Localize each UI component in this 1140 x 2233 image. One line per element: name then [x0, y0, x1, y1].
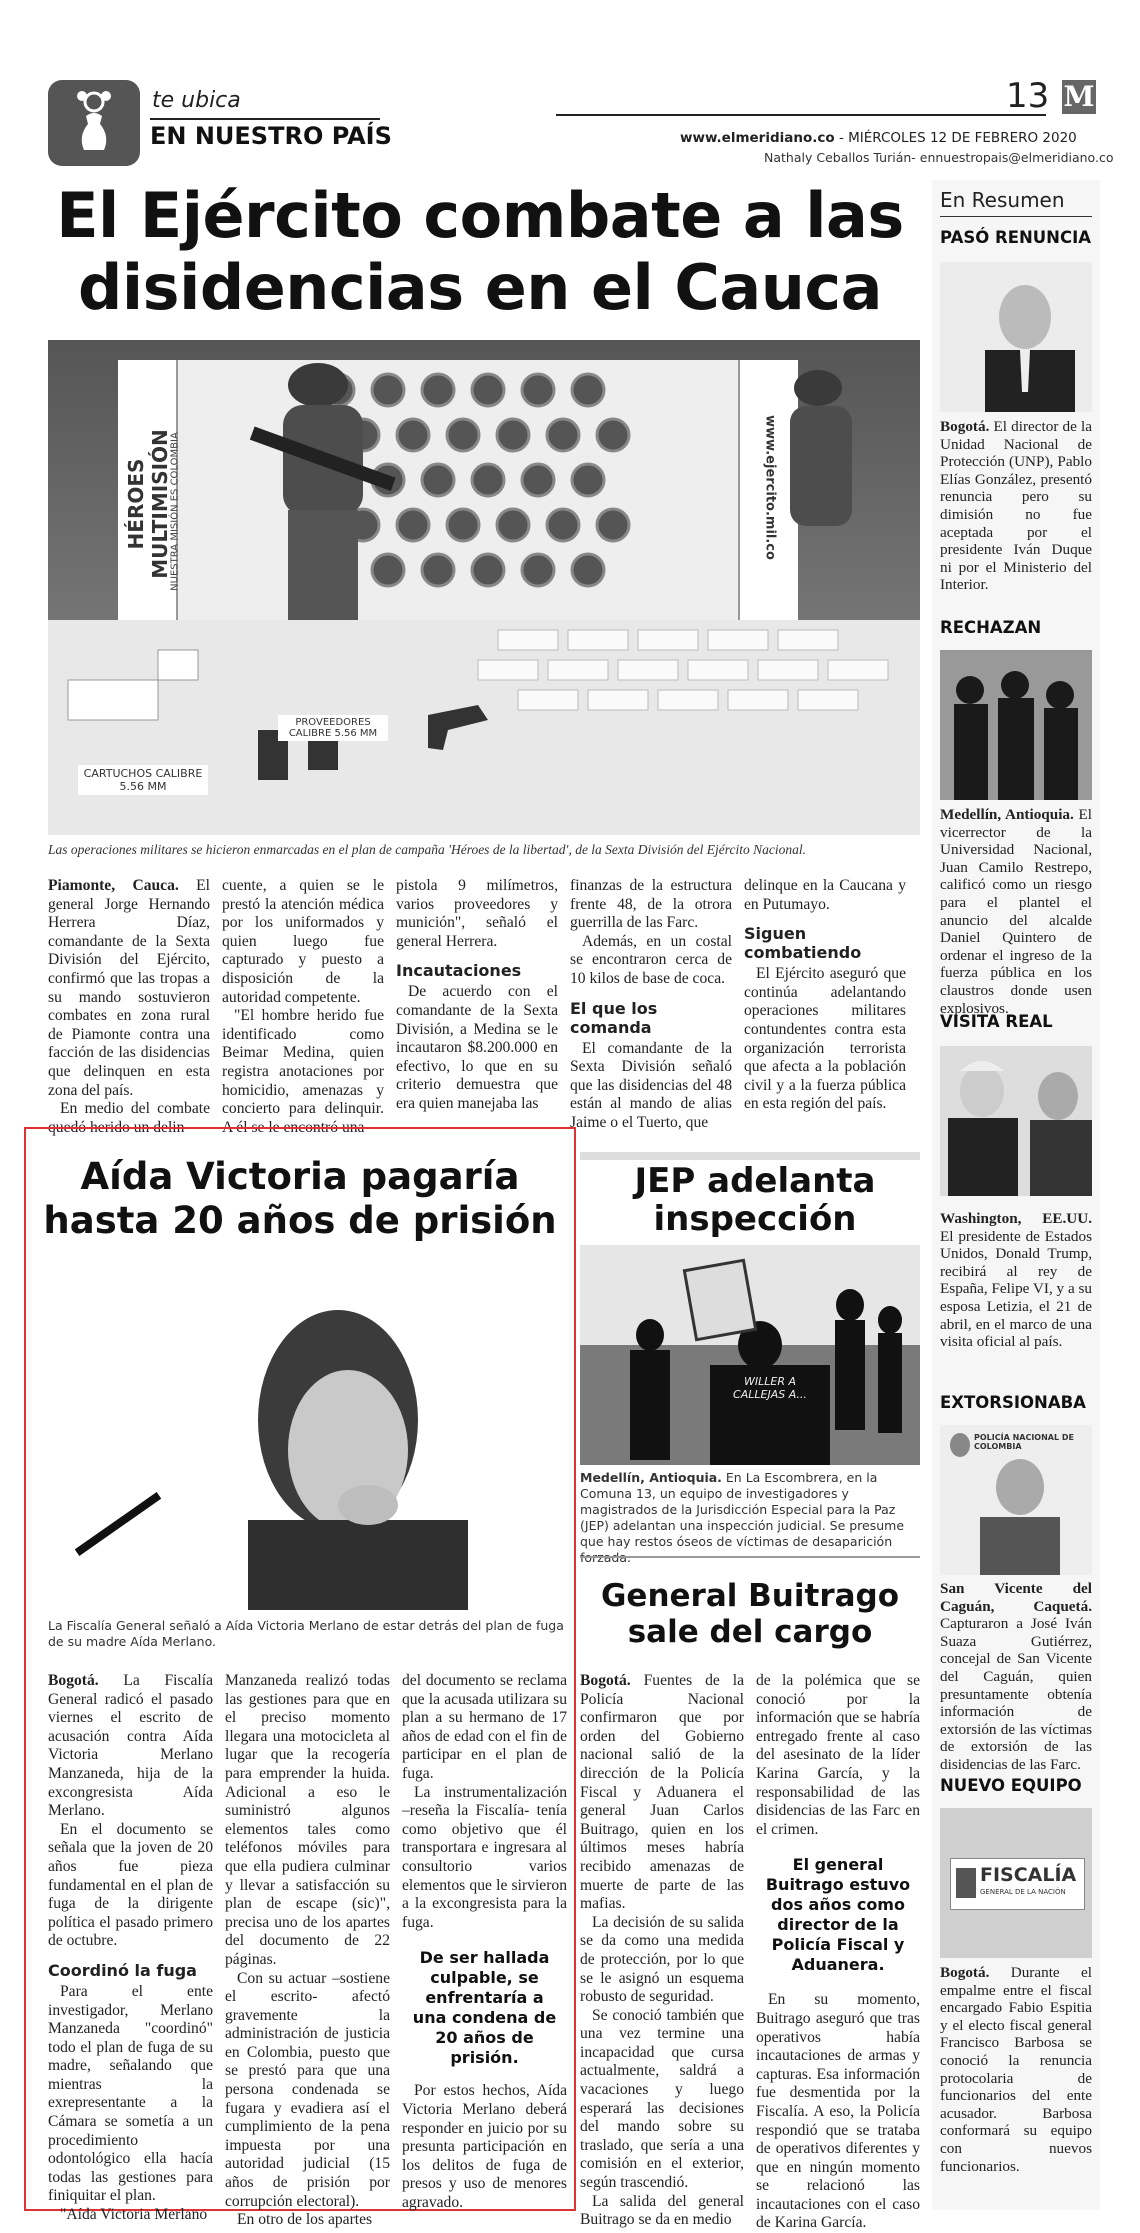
aida-col-3: del documento se reclama que la acusada utilizara su plan a su hermano de 17 años de edad con el fin de participar en el plan de fuga. La instrumentalización –reseña la Fiscalía- tenía como objetivo que él transportara e ingresara al consultorio varios elementos que le sirvieron a la excongresista para la fuga. De ser hallada culpable, se enfrentaría a una condena de 20 años de prisión. Por estos hechos, Aída Victoria Merlano deberá responder en juicio por su presunta participación en los delitos de fuga de presos y uso de menores agravado. — [402, 1672, 567, 2211]
general-col-2: de la polémica que se conoció por la información que se habría entregado frente al caso del asesinato de la líder Karina García, y la responsabilidad de las disidencias de las Farc en el crimen. El general Buitrago estuvo dos años como director de la Policía Fiscal y Aduanera. En su momento, Buitrago aseguró que tras operativos había incautaciones de armas y capturas. Esa información fue desmentida por la Fiscalía. A eso, la Policía respondió que se trataba de operativos diferentes y que en ningún momento se relacionó las incautaciones con el caso de Karina García. — [756, 1672, 920, 2232]
fiscalia-sign: FISCALÍA — [980, 1864, 1077, 1886]
jep-sign: WILLER A CALLEJAS A... — [733, 1375, 807, 1401]
main-col-2: cuente, a quien se le prestó la atención médica por los uniformados y quien luego fue capturado y puesto a disposición de la autoridad competente. "El hombre herido fue identificado como Beimar Medina, quien registra anotaciones por homicidio, amenazas y concierto para delinquir. A él se le encontró una — [222, 877, 384, 1136]
sidebar-photo-extorsionaba — [940, 1425, 1092, 1575]
aida-photo — [48, 1290, 558, 1610]
sidebar-photo-rechazan — [940, 650, 1092, 800]
sidebar-text-paso-renuncia: Bogotá. El director de la Unidad Nacional de Protección (UNP), Pablo Elías González, presentó renuncia pero su dimisión no fue aceptada por el presidente Iván Duque ni por el Ministerio del Interior. — [940, 418, 1092, 594]
aida-headline: Aída Victoria pagaría hasta 20 años de prisión — [43, 1155, 557, 1242]
subheading-coordino-la-fuga: Coordinó la fuga — [48, 1960, 197, 1980]
main-photo-caption: Las operaciones militares se hicieron enmarcadas en el plan de campaña 'Héroes de la libertad', de la Sexta División del Ejército Nacional. — [48, 842, 807, 857]
sidebar-photo-fiscalia — [940, 1808, 1092, 1958]
general-pullquote: El general Buitrago estuvo dos años como director de la Policía Fiscal y Aduanera. — [765, 1855, 911, 1975]
sidebar-text-rechazan: Medellín, Antioquia. El vicerrector de la Universidad Nacional, Juan Camilo Restrepo, calificó como un riesgo para el plantel el anuncio del alcalde Daniel Quintero de ordenar el ingreso de la fuerza pública en los claustros donde usen explosivos. — [940, 806, 1092, 1017]
general-col-1: Bogotá. Fuentes de la Policía Nacional confirmaron que por orden del Gobierno nacional salió de la dirección de la Policía Fiscal y Aduanera el general Juan Carlos Buitrago, quien en los últimos meses habría recibido amenazas de muerte de parte de las mafias. La decisión de su salida se da como una medida de protección, por lo que se le asignó un esquema robusto de seguridad. Se conoció también que una vez termine una incapacidad que cursa actualmente, saldrá a vacaciones y luego esperará las decisiones del mando sobre su traslado, que sería a una comisión en el exterior, según trascendió. La salida del general Buitrago se da en medio — [580, 1672, 744, 2229]
aida-pullquote: De ser hallada culpable, se enfrentaría a una condena de 20 años de prisión. — [412, 1948, 557, 2068]
general-headline: General Buitrago sale del cargo — [600, 1578, 900, 1650]
subheading-siguen-combatiendo: Siguen combatiendo — [744, 924, 862, 963]
sidebar-head-extorsionaba: EXTORSIONABA — [940, 1393, 1086, 1412]
sidebar-head-paso-renuncia: PASÓ RENUNCIA — [940, 228, 1092, 247]
main-col-3: pistola 9 milímetros, varios proveedores y munición", señaló el general Herrera. Incautaciones De acuerdo con el comandante de la Sexta División, a Medina se le incautaron $8.200.000 en efectivo, lo que en su criterio demuestra que era quien manejaba las — [396, 877, 558, 1112]
subheading-incautaciones: Incautaciones — [396, 961, 522, 981]
sidebar-photo-visita-real — [940, 1046, 1092, 1196]
sidebar-head-visita-real: VISITA REAL — [940, 1012, 1053, 1031]
photo-label-cartuchos: CARTUCHOS CALIBRE 5.56 MM — [78, 765, 208, 795]
aida-col-2: Manzaneda realizó todas las gestiones para que en el preciso momento llegara una motocicleta al lugar que la recogería para emprender la huida. Adicional a eso le suministró algunos elementos tales como teléfonos móviles para que ella pudiera culminar y llevar a satisfacción su plan de escape (sic)", precisa uno de los apartes del documento de 22 páginas. Con su actuar –sostiene el escrito- afectó gravemente la administración de justicia en Colombia, puesto que se prestó para que una persona condenada se fugara y evadiera así el cumplimiento de la pena impuesta por una autoridad judicial (15 años de prisión por corrupción electoral). En otro de los apartes — [225, 1672, 390, 2229]
sidebar-text-visita-real: Washington, EE.UU. El presidente de Estados Unidos, Donald Trump, recibirá al rey de España, Felipe VI, y a su esposa Letizia, el 21 de abril, en el marco de una visita oficial al país. — [940, 1210, 1092, 1351]
main-col-5: delinque en la Caucana y en Putumayo. Siguen combatiendo El Ejército aseguró que continúa adelantando operaciones militares contundentes contra esta organización terrorista que afecta a la población civil y a la fuerza pública en esta región del país. — [744, 877, 906, 1113]
site-url[interactable]: www.elmeridiano.co — [680, 130, 835, 146]
aida-col-1: Bogotá. La Fiscalía General radicó el pasado viernes el escrito de acusación contra Aída Victoria Merlano Manzaneda, hija de la excongresista Aída Merlano. En el documento se señala que la joven de 20 años fue pieza fundamental en el plan de fuga de la dirigente política el pasado primero de octubre. Coordinó la fuga Para el ente investigador, Merlano Manzaneda "coordinó" todo el plan de fuga de su madre, señalando que mientras la exrepresentante a la Cámara se sometía a un procedimiento odontológico ella hacía todas las gestiones para finiquitar el plan. "Aída Victoria Merlano — [48, 1672, 213, 2224]
sidebar-text-nuevo-equipo: Bogotá. Durante el empalme entre el fiscal encargado Fabio Espitia y el electo fiscal general Francisco Barbosa se conoció la renuncia protocolaria de funcionarios del ente acusador. Barbosa conformará su equipo con nuevos funcionarios. — [940, 1964, 1092, 2175]
jep-caption: Medellín, Antioquia. En La Escombrera, en la Comuna 13, un equipo de investigadores y magistrados de la Jurisdicción Especial para la Paz (JEP) adelantan una inspección judicial. Se presume que hay restos óseos de víctimas de desaparición — [580, 1470, 905, 1549]
section-kicker: te ubica — [152, 88, 241, 113]
section-title: EN NUESTRO PAÍS — [150, 122, 392, 150]
police-sign: POLICÍA NACIONAL DE COLOMBIA — [974, 1433, 1074, 1451]
sidebar-head-rechazan: RECHAZAN — [940, 618, 1042, 637]
photo-label-proveedores: PROVEEDORES CALIBRE 5.56 MM — [278, 715, 388, 741]
banner-left-sub: NUESTRA MISIÓN ES COLOMBIA — [169, 432, 181, 591]
page-number: 13 — [1006, 76, 1050, 116]
newspaper-logo: M — [1063, 80, 1095, 113]
byline: Nathaly Ceballos Turián- ennuestropais@elmeridiano.co — [764, 150, 1114, 165]
fiscalia-sign-sub: GENERAL DE LA NACIÓN — [980, 1888, 1066, 1896]
jep-headline: JEP adelanta inspección — [634, 1161, 876, 1239]
dateline — [680, 130, 1077, 146]
jep-photo — [580, 1245, 920, 1465]
aida-caption: La Fiscalía General señaló a Aída Victoria Merlano de estar detrás del plan de fuga de su madre Aída Merlano. — [48, 1618, 564, 1649]
main-photo — [48, 340, 920, 835]
sidebar-photo-unp — [940, 262, 1092, 412]
banner-left-text: HÉROES MULTIMISIÓN — [124, 429, 172, 579]
sidebar-title: En Resumen — [940, 188, 1065, 212]
main-headline: El Ejército combate a las disidencias en el Cauca — [56, 179, 904, 324]
subheading-el-que-los-comanda: El que los comanda — [570, 998, 658, 1037]
sidebar-text-extorsionaba: San Vicente del Caguán, Caquetá. Capturaron a José Iván Suaza Gutiérrez, concejal de San Vicente del Caguán, quien presuntamente obtenía información de extorsión de las víctimas de extorsión de las disidencias de las Farc. — [940, 1580, 1092, 1773]
main-col-1: Piamonte, Cauca. El general Jorge Hernando Herrera Díaz, comandante de la Sexta División del Ejército, confirmó que las tropas a su mando sostuvieron combates en zona rural de Piamonte contra una facción de las disidencias que delinquen en esta zona del país. En medio del combate quedó herido un delin- — [48, 877, 210, 1136]
vase-icon — [48, 80, 140, 166]
main-col-4: finanzas de la estructura frente 48, de la otrora guerrilla de las Farc. Además, en un costal se encontraron cerca de 10 kilos de base de coca. El que los comanda El comandante de la Sexta División señaló que las disidencias del 48 están al mando de alias Jaime o el Tuerto, que — [570, 877, 732, 1131]
fiscalia-logo-icon — [954, 1864, 978, 1904]
sidebar-head-nuevo-equipo: NUEVO EQUIPO — [940, 1776, 1082, 1795]
section-icon — [48, 80, 140, 166]
main-dateline: Piamonte, Cauca. — [48, 877, 179, 894]
banner-right-text: www.ejercito.mil.co — [762, 415, 778, 560]
date: - MIÉRCOLES 12 DE FEBRERO 2020 — [834, 130, 1077, 146]
